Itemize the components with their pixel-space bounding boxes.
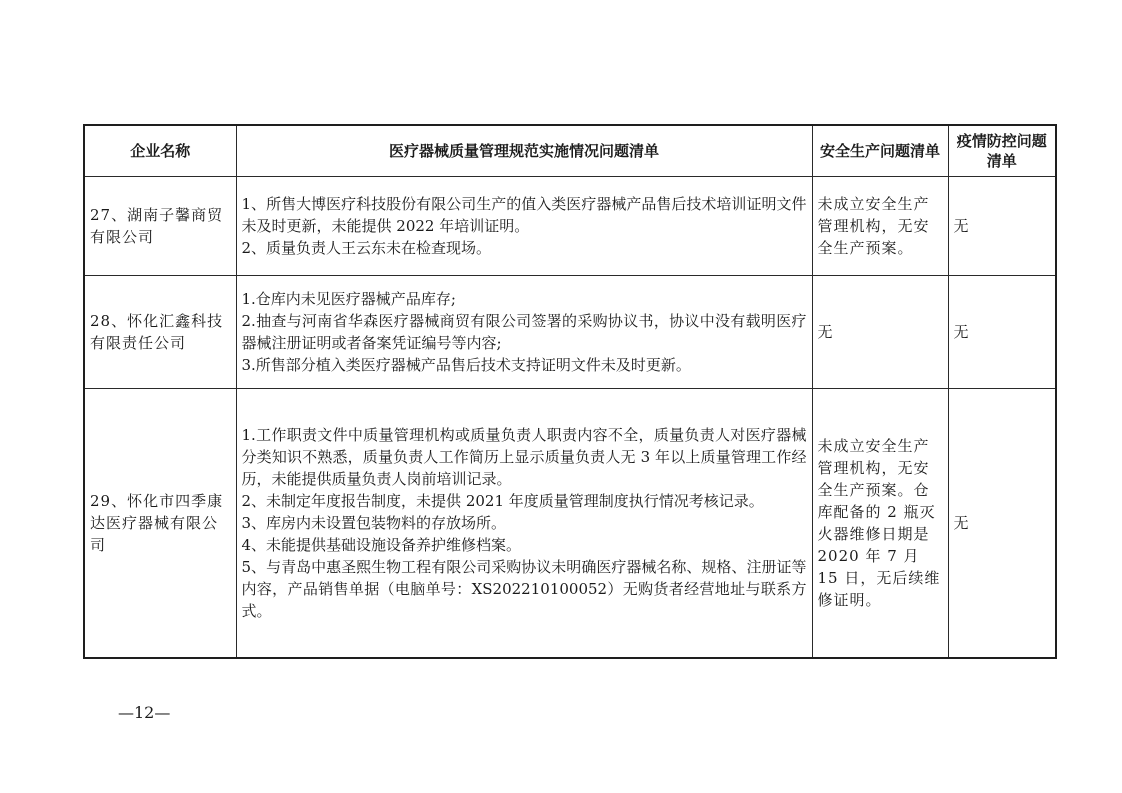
issue-item: 1、所售大博医疗科技股份有限公司生产的值入类医疗器械产品售后技术培训证明文件未及时更新，未能提供 2022 年培训证明。 [241,195,807,235]
safety-issues-cell: 未成立安全生产管理机构，无安全生产预案。 [812,177,948,276]
quality-issues-cell [236,276,812,389]
issue-item: 1.工作职责文件中质量管理机构或质量负责人职责内容不全，质量负责人对医疗器械分类知识不熟悉，质量负责人工作简历上显示质量负责人无 3 年以上质量管理工作经历，未能提供质量负责人岗前培训记录。 [241,426,807,488]
company-name-cell: 27、湖南子馨商贸有限公司 [84,177,236,276]
quality-issues-cell [236,177,812,276]
company-name-cell: 28、怀化汇鑫科技有限责任公司 [84,276,236,389]
header-quality-issues: 医疗器械质量管理规范实施情况问题清单 [236,125,812,177]
quality-issues-cell [236,389,812,659]
issue-item: 2、未制定年度报告制度，未提供 2021 年度质量管理制度执行情况考核记录。 [241,492,764,510]
inspection-issues-table [83,124,1057,659]
issue-item: 2、质量负责人王云东未在检查现场。 [241,239,492,257]
header-safety-issues: 安全生产问题清单 [812,125,948,177]
table-row [84,177,1056,276]
issue-item: 2.抽查与河南省华森医疗器械商贸有限公司签署的采购协议书，协议中没有载明医疗器械注册证明或者备案凭证编号等内容; [241,312,807,352]
header-company-name: 企业名称 [84,125,236,177]
issue-item: 4、未能提供基础设施设备养护维修档案。 [241,536,522,554]
issue-item: 3、库房内未设置包装物料的存放场所。 [241,514,507,532]
safety-issues-cell: 未成立安全生产管理机构，无安全生产预案。仓库配备的 2 瓶灭火器维修日期是 2020 年 7 月 15 日，无后续维修证明。 [812,389,948,659]
table-row [84,389,1056,659]
table-row [84,276,1056,389]
epidemic-issues-cell: 无 [948,276,1056,389]
issue-item: 3.所售部分植入类医疗器械产品售后技术支持证明文件未及时更新。 [241,356,691,374]
issue-item: 5、与青岛中惠圣熙生物工程有限公司采购协议未明确医疗器械名称、规格、注册证等内容，产品销售单据（电脑单号：XS202210100052）无购货者经营地址与联系方式。 [241,558,807,620]
epidemic-issues-cell: 无 [948,389,1056,659]
table-header-row [84,125,1056,177]
safety-issues-cell: 无 [812,276,948,389]
issue-item: 1.仓库内未见医疗器械产品库存; [241,290,456,308]
company-name-cell: 29、怀化市四季康达医疗器械有限公司 [84,389,236,659]
epidemic-issues-cell: 无 [948,177,1056,276]
header-epidemic-issues: 疫情防控问题清单 [948,125,1056,177]
page-number: —12— [118,703,171,722]
